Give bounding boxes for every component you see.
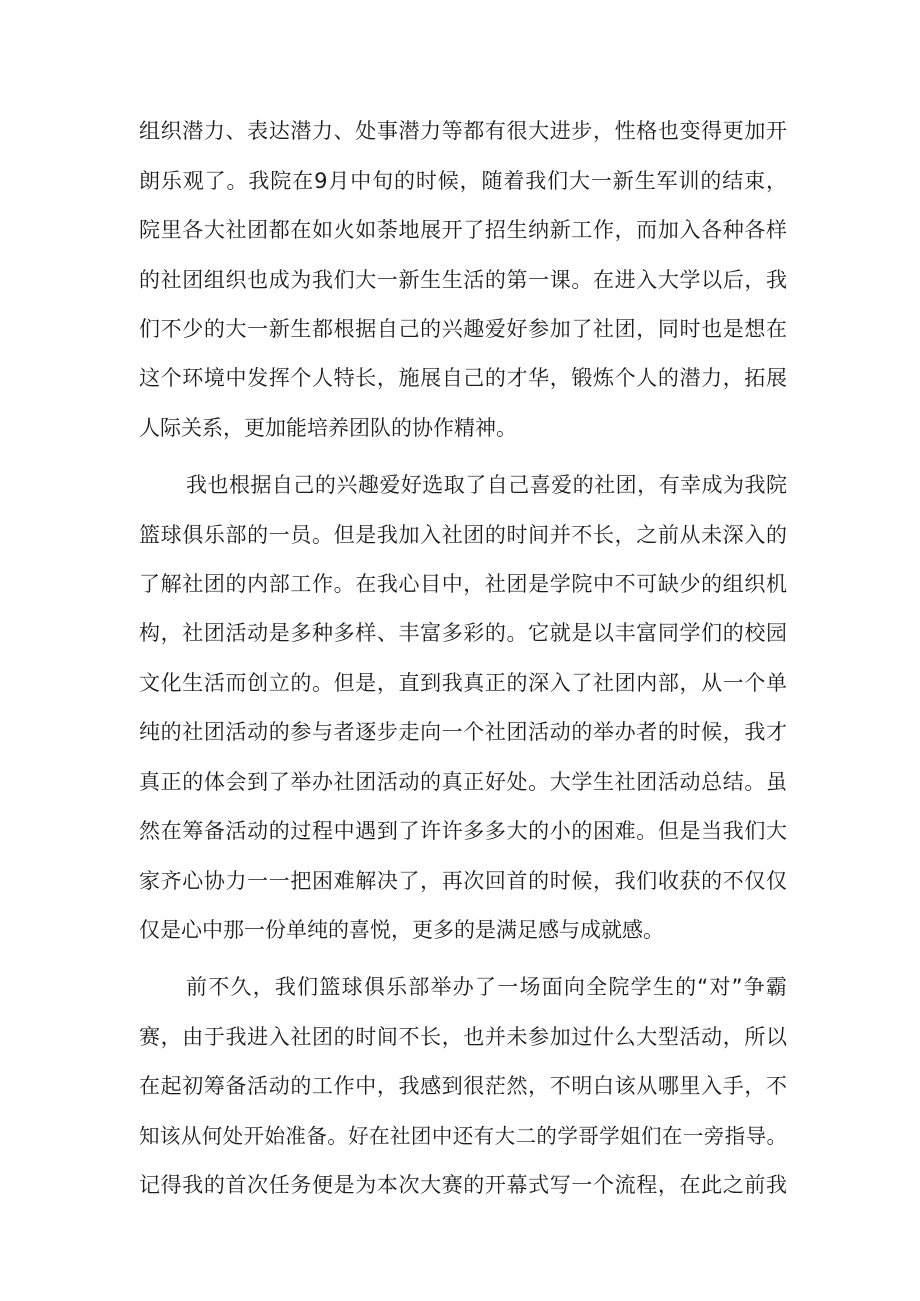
text-line: 赛，由于我进入社团的时间不长，也并未参加过什么大型活动，所以 xyxy=(139,1025,787,1049)
text-line: 人际关系，更加能培养团队的协作精神。 xyxy=(139,416,517,440)
text-line: 文化生活而创立的。但是，直到我真正的深入了社团内部，从一个单 xyxy=(139,671,787,695)
text-line: 仅是心中那一份单纯的喜悦，更多的是满足感与成就感。 xyxy=(139,918,664,942)
text-line: 然在筹备活动的过程中遇到了许许多多大的小的困难。但是当我们大 xyxy=(139,819,787,843)
text-line: 纯的社团活动的参与者逐步走向一个社团活动的举办者的时候，我才 xyxy=(139,720,787,744)
text-line: 组织潜力、表达潜力、处事潜力等都有很大进步，性格也变得更加开 xyxy=(139,119,787,143)
text-line: 我也根据自己的兴趣爱好选取了自己喜爱的社团，有幸成为我院 xyxy=(186,473,787,497)
text-line: 真正的体会到了举办社团活动的真正好处。大学生社团活动总结。虽 xyxy=(139,770,787,794)
text-line: 们不少的大一新生都根据自己的兴趣爱好参加了社团，同时也是想在 xyxy=(139,317,787,341)
text-line: 家齐心协力一一把困难解决了，再次回首的时候，我们收获的不仅仅 xyxy=(139,869,787,893)
text-line: 知该从何处开始准备。好在社团中还有大二的学哥学姐们在一旁指导。 xyxy=(139,1124,787,1148)
text-line: 构，社团活动是多种多样、丰富多彩的。它就是以丰富同学们的校园 xyxy=(139,621,787,645)
text-line: 的社团组织也成为我们大一新生生活的第一课。在进入大学以后，我 xyxy=(139,268,787,292)
text-line: 前不久，我们篮球俱乐部举办了一场面向全院学生的“对”争霸 xyxy=(186,975,787,999)
text-line: 了解社团的内部工作。在我心目中，社团是学院中不可缺少的组织机 xyxy=(139,572,787,596)
text-line: 院里各大社团都在如火如荼地展开了招生纳新工作，而加入各种各样 xyxy=(139,218,787,242)
text-line: 在起初筹备活动的工作中，我感到很茫然，不明白该从哪里入手，不 xyxy=(139,1074,787,1098)
text-line: 篮球俱乐部的一员。但是我加入社团的时间并不长，之前从未深入的 xyxy=(139,523,787,547)
text-line: 朗乐观了。我院在9月中旬的时候，随着我们大一新生军训的结束， xyxy=(139,169,787,193)
text-line: 记得我的首次任务便是为本次大赛的开幕式写一个流程，在此之前我 xyxy=(139,1173,787,1197)
text-line: 这个环境中发挥个人特长，施展自己的才华，锻炼个人的潜力，拓展 xyxy=(139,366,787,390)
